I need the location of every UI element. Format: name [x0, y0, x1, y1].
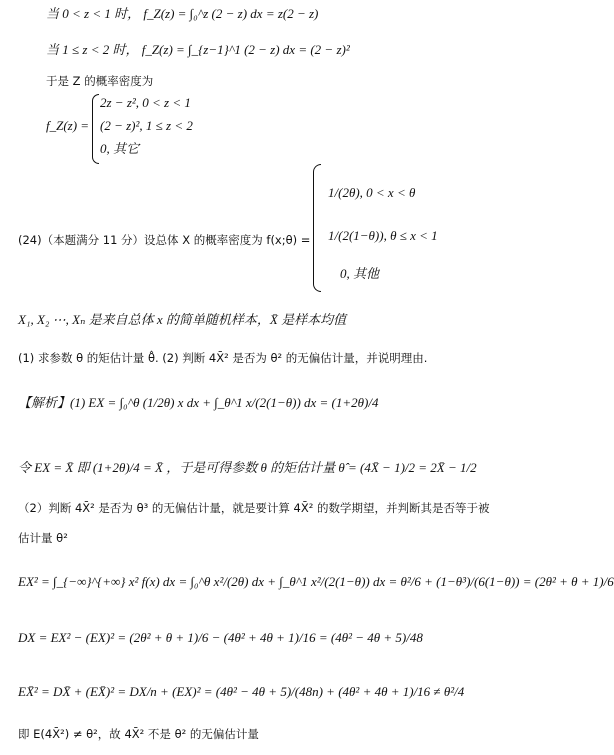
conclusion-line: 即 E(4X̄²) ≠ θ²，故 4X̄² 不是 θ² 的无偏估计量 [18, 727, 259, 741]
sample-description: X₁, X₂ ⋯, Xₙ 是来自总体 x 的简单随机样本，X̄ 是样本均值 [18, 312, 347, 327]
piecewise-z-case-2: (2 − z)², 1 ≤ z < 2 [100, 118, 193, 133]
ex-bar-2-derivation: EX̄² = DX̄ + (EX̄)² = DX/n + (EX)² = (4θ² − 4θ + 5)/(48n) + (4θ² + 4θ + 1)/16 ≠ θ²/4 [18, 684, 465, 699]
piecewise-z-case-1: 2z − z², 0 < z < 1 [100, 95, 191, 110]
dx-derivation: DX = EX² − (EX)² = (2θ² + θ + 1)/6 − (4θ² + 4θ + 1)/16 = (4θ² − 4θ + 5)/48 [18, 630, 423, 645]
problem-24-statement: (24)（本题满分 11 分）设总体 X 的概率密度为 f(x;θ) = [18, 233, 311, 247]
density-case-3: 0, 其他 [340, 266, 380, 281]
case-line-2: 当 1 ≤ z < 2 时， f_Z(z) = ∫_{z−1}^1 (2 − z) dx = (2 − z)² [46, 42, 350, 57]
solution-part-1: 【解析】(1) EX = ∫₀^θ (1/2θ) x dx + ∫_θ^1 x/(2(1−θ)) dx = (1+2θ)/4 [18, 395, 379, 410]
density-case-1: 1/(2θ), 0 < x < θ [328, 185, 416, 200]
piecewise-lhs-z: f_Z(z) = [46, 118, 90, 133]
questions-line: (1) 求参数 θ 的矩估计量 θ̂. (2) 判断 4X̄² 是否为 θ² 的无偏估计量，并说明理由. [18, 351, 428, 365]
ex2-derivation: EX² = ∫_{−∞}^{+∞} x² f(x) dx = ∫₀^θ x²/(2θ) dx + ∫_θ^1 x²/(2(1−θ)) dx = θ²/6 + (1−θ³)/(6(1−θ)) = (2θ² + θ + 1)/6 [18, 574, 614, 589]
part-2-intro-cont: 估计量 θ² [18, 531, 68, 545]
part-2-intro: （2）判断 4X̄² 是否为 θ³ 的无偏估计量，就是要计算 4X̄² 的数学期望，并判断其是否等于被 [18, 501, 490, 515]
density-case-2: 1/(2(1−θ)), θ ≤ x < 1 [328, 228, 438, 243]
density-intro: 于是 Z 的概率密度为 [46, 74, 154, 88]
case-line-1: 当 0 < z < 1 时， f_Z(z) = ∫₀^z (2 − z) dx = z(2 − z) [46, 6, 319, 21]
left-brace-z [92, 94, 99, 164]
left-brace-theta [313, 164, 321, 292]
moment-estimator-line: 令 EX = X̄ 即 (1+2θ)/4 = X̄ ，于是可得参数 θ 的矩估计量 θ̂ = (4X̄ − 1)/2 = 2X̄ − 1/2 [18, 460, 477, 475]
piecewise-z-case-3: 0, 其它 [100, 141, 140, 156]
